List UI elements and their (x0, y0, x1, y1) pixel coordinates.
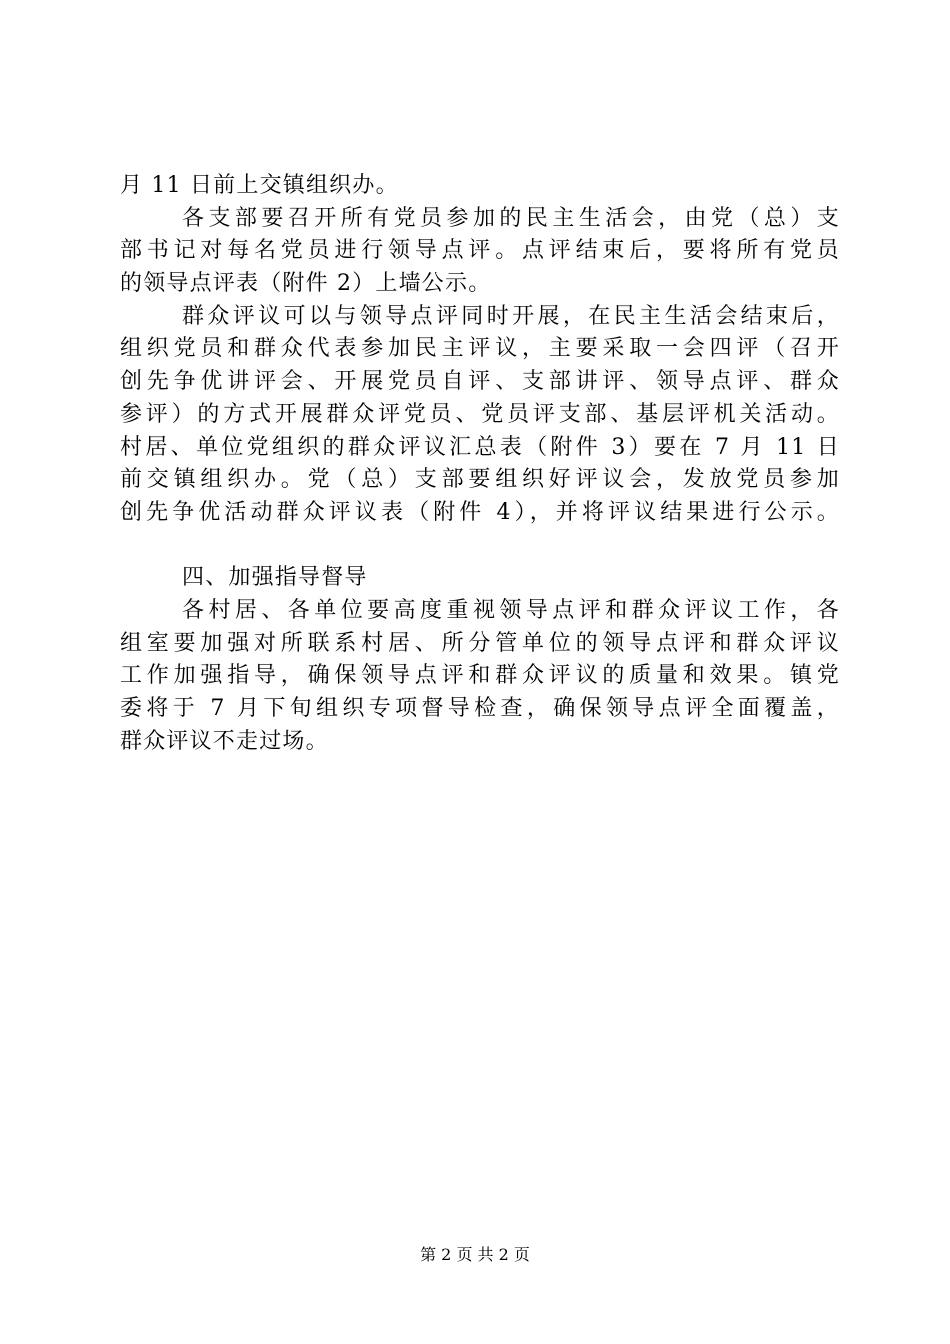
document-body (120, 170, 840, 758)
paragraph-line: 创先争优讲评会、开展党员自评、支部讲评、领导点评、群众 (120, 369, 840, 395)
paragraph-line: 的领导点评表（附件 2）上墙公示。 (120, 271, 492, 297)
paragraph-line: 创先争优活动群众评议表（附件 4），并将评议结果进行公示。 (120, 499, 840, 525)
paragraph-line: 工作加强指导，确保领导点评和群众评议的质量和效果。镇党 (120, 663, 840, 689)
paragraph-line: 部书记对每名党员进行领导点评。点评结束后，要将所有党员 (120, 238, 840, 264)
page-footer: 第 2 页 共 2 页 (420, 1245, 530, 1264)
section-heading: 四、加强指导督导 (182, 565, 368, 591)
paragraph-line: 群众评议不走过场。 (120, 728, 329, 754)
paragraph-line: 月 11 日前上交镇组织办。 (120, 173, 399, 198)
paragraph-line: 前交镇组织办。党（总）支部要组织好评议会，发放党员参加 (120, 467, 840, 493)
paragraph-line: 委将于 7 月下旬组织专项督导检查，确保领导点评全面覆盖， (120, 696, 840, 721)
paragraph-line: 各村居、各单位要高度重视领导点评和群众评议工作，各 (182, 597, 840, 623)
paragraph-line: 组室要加强对所联系村居、所分管单位的领导点评和群众评议 (120, 630, 840, 656)
paragraph-line: 参评）的方式开展群众评党员、党员评支部、基层评机关活动。 (120, 401, 840, 427)
paragraph-line: 群众评议可以与领导点评同时开展，在民主生活会结束后， (182, 303, 840, 329)
paragraph-line: 村居、单位党组织的群众评议汇总表（附件 3）要在 7 月 11 日 (120, 434, 840, 460)
paragraph-line: 各支部要召开所有党员参加的民主生活会，由党（总）支 (182, 205, 840, 231)
paragraph-line: 组织党员和群众代表参加民主评议，主要采取一会四评（召开 (120, 336, 840, 362)
paragraph-spacer (120, 530, 840, 563)
